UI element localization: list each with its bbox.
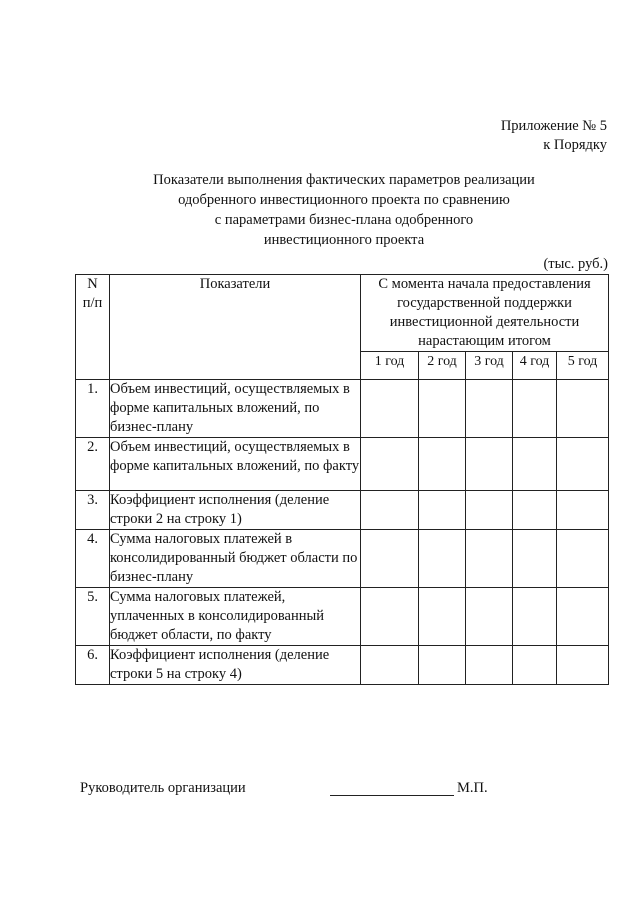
cell-year-5 <box>557 646 609 685</box>
table-row <box>76 530 609 588</box>
header-year-1: 1 год <box>361 352 419 380</box>
row-label: Объем инвестиций, осуществляемых в форме капитальных вложений, по факту <box>110 438 361 491</box>
header-number-pp: п/п <box>82 295 103 311</box>
header-year-5: 5 год <box>557 352 609 380</box>
cell-year-3 <box>466 588 513 646</box>
unit-label: (тыс. руб.) <box>543 256 608 272</box>
cell-year-1 <box>361 438 419 491</box>
header-indicators: Показатели <box>110 275 361 380</box>
cell-year-4 <box>513 588 557 646</box>
cell-year-3 <box>466 438 513 491</box>
cell-year-2 <box>419 588 466 646</box>
table-row <box>76 588 609 646</box>
cell-year-5 <box>557 588 609 646</box>
cell-year-4 <box>513 438 557 491</box>
cell-year-1 <box>361 646 419 685</box>
table-row <box>76 491 609 530</box>
table-row <box>76 438 609 491</box>
cell-year-4 <box>513 530 557 588</box>
cell-year-2 <box>419 491 466 530</box>
signature-line <box>330 795 454 796</box>
cell-year-5 <box>557 438 609 491</box>
document-title <box>80 170 608 250</box>
appendix-reference <box>501 117 607 155</box>
cell-year-2 <box>419 380 466 438</box>
row-number: 5. <box>76 588 110 646</box>
row-label: Коэффициент исполнения (деление строки 2 на строку 1) <box>110 491 361 530</box>
row-label: Сумма налоговых платежей, уплаченных в консолидированный бюджет области, по факту <box>110 588 361 646</box>
appendix-number: Приложение № 5 <box>500 118 607 134</box>
header-number <box>76 275 110 380</box>
header-period: С момента начала предоставления государственной поддержки инвестиционной деятельности нарастающим итогом <box>361 275 609 352</box>
row-number: 1. <box>76 380 110 438</box>
header-year-4: 4 год <box>513 352 557 380</box>
table-row <box>76 646 609 685</box>
row-label: Объем инвестиций, осуществляемых в форме капитальных вложений, по бизнес-плану <box>110 380 361 438</box>
cell-year-1 <box>361 530 419 588</box>
title-line-4: инвестиционного проекта <box>263 232 425 248</box>
title-line-1: Показатели выполнения фактических параметров реализации <box>153 172 535 188</box>
cell-year-3 <box>466 530 513 588</box>
table-row <box>76 380 609 438</box>
cell-year-3 <box>466 380 513 438</box>
row-label: Сумма налоговых платежей в консолидированный бюджет области по бизнес-плану <box>110 530 361 588</box>
stamp-label: М.П. <box>457 780 488 796</box>
cell-year-3 <box>466 491 513 530</box>
row-label: Коэффициент исполнения (деление строки 5 на строку 4) <box>110 646 361 685</box>
header-year-2: 2 год <box>419 352 466 380</box>
cell-year-5 <box>557 491 609 530</box>
row-number: 2. <box>76 438 110 491</box>
cell-year-1 <box>361 491 419 530</box>
cell-year-1 <box>361 588 419 646</box>
indicators-table <box>75 274 609 685</box>
cell-year-5 <box>557 380 609 438</box>
row-number: 3. <box>76 491 110 530</box>
row-number: 4. <box>76 530 110 588</box>
cell-year-2 <box>419 530 466 588</box>
title-line-2: одобренного инвестиционного проекта по сравнению <box>178 192 510 208</box>
cell-year-4 <box>513 646 557 685</box>
title-line-3: с параметрами бизнес-плана одобренного <box>214 212 474 228</box>
cell-year-2 <box>419 646 466 685</box>
cell-year-2 <box>419 438 466 491</box>
row-number: 6. <box>76 646 110 685</box>
appendix-order: к Порядку <box>543 137 607 153</box>
signature-label: Руководитель организации <box>80 780 246 796</box>
cell-year-4 <box>513 491 557 530</box>
cell-year-4 <box>513 380 557 438</box>
cell-year-1 <box>361 380 419 438</box>
header-number-n: N <box>87 276 98 292</box>
cell-year-5 <box>557 530 609 588</box>
header-year-3: 3 год <box>466 352 513 380</box>
cell-year-3 <box>466 646 513 685</box>
